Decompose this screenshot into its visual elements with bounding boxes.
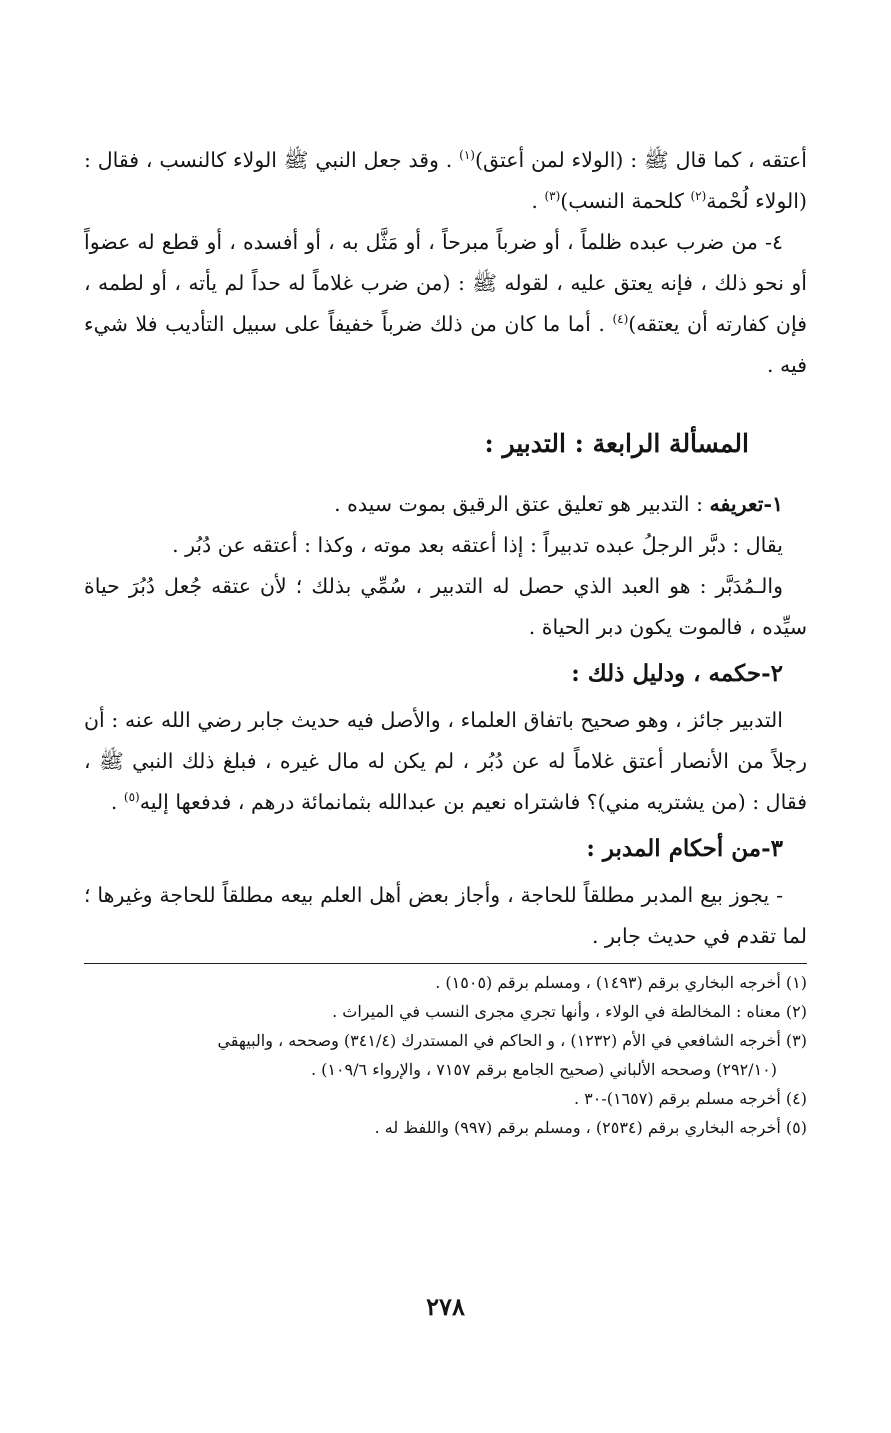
paragraph-ruling — [84, 700, 807, 823]
text-segment: كلحمة النسب) — [560, 189, 691, 213]
footnote-ref-5[interactable]: (٥) — [123, 790, 140, 805]
paragraph-wala — [84, 140, 807, 222]
text-segment: التدبير جائز ، وهو صحيح باتفاق العلماء ، والأصل فيه حديث جابر رضي الله عنه : أن رجلاً من الأنصار أعتق غلاماً له عن دُبُر ، لم يكن له مال غيره ، فبلغ ذلك النبي ﷺ ، فقال : (من يشتريه مني)؟ فاشتراه نعيم بن عبدالله بثمانمائة درهم ، فدفعها إليه — [84, 708, 807, 814]
footnote-3: (٣) أخرجه الشافعي في الأم (١٢٣٢) ، و الحاكم في المستدرك (٣٤١/٤) وصححه ، والبيهقي — [217, 1031, 807, 1050]
text-segment: . — [110, 790, 124, 814]
subheading-rulings: ٣-من أحكام المدبر : — [586, 835, 783, 862]
footnote-5: (٥) أخرجه البخاري برقم (٢٥٣٤) ، ومسلم برقم (٩٩٧) واللفظ له . — [374, 1118, 807, 1137]
footnote-1: (١) أخرجه البخاري برقم (١٤٩٣) ، ومسلم برقم (١٥٠٥) . — [435, 973, 807, 992]
section-heading-tadbir: المسألة الرابعة : التدبير : — [484, 429, 749, 458]
text-segment: . وقد جعل النبي ﷺ الولاء كالنسب ، فقال : (الولاء لُحْمة — [84, 148, 807, 213]
subheading-ruling: ٢-حكمه ، ودليل ذلك : — [571, 660, 783, 687]
footnote-ref-1[interactable]: (١) — [459, 148, 475, 163]
paragraph-definition — [84, 484, 807, 525]
text-segment: : التدبير هو تعليق عتق الرقيق بموت سيده . — [334, 492, 710, 516]
footnote-3-continued: (٢٩٢/١٠) وصححه الألباني (صحيح الجامع برقم ٧١٥٧ ، والإرواء ١٠٩/٦) . — [310, 1060, 777, 1079]
footnote-ref-3[interactable]: (٣) — [544, 189, 561, 204]
definition-label: ١-تعريفه — [709, 492, 783, 516]
text-segment: . أما ما كان من ذلك ضرباً خفيفاً على سبيل التأديب فلا شيء فيه . — [84, 312, 807, 377]
paragraph-sale: - يجوز بيع المدبر مطلقاً للحاجة ، وأجاز بعض أهل العلم بيعه مطلقاً للحاجة وغيرها ؛ لما تقدم في حديث جابر . — [84, 883, 807, 948]
footnotes-section — [84, 963, 807, 1142]
footnote-4: (٤) أخرجه مسلم برقم (١٦٥٧)-٣٠ . — [573, 1089, 807, 1108]
paragraph-item-4 — [84, 222, 807, 386]
page-number: ٢٧٨ — [426, 1292, 465, 1321]
paragraph-yuqal: يقال : دبَّر الرجلُ عبده تدبيراً : إذا أعتقه بعد موته ، وكذا : أعتقه عن دُبُر . — [172, 533, 783, 557]
text-segment: أعتقه ، كما قال ﷺ : (الولاء لمن أعتق) — [474, 148, 807, 172]
paragraph-mudabbar: والـمُدَبَّر : هو العبد الذي حصل له التدبير ، سُمِّي بذلك ؛ لأن عتقه جُعل دُبُرَ حياة سيِّده ، فالموت يكون دبر الحياة . — [84, 574, 807, 639]
text-segment: . — [531, 189, 545, 213]
footnote-ref-4[interactable]: (٤) — [612, 312, 629, 327]
footnote-ref-2[interactable]: (٢) — [690, 189, 707, 204]
footnote-2: (٢) معناه : المخالطة في الولاء ، وأنها تجري مجرى النسب في الميراث . — [332, 1002, 807, 1021]
text-segment: ٤- من ضرب عبده ظلماً ، أو ضرباً مبرحاً ، أو مَثَّل به ، أو أفسده ، أو قطع له عضواً أو نحو ذلك ، فإنه يعتق عليه ، لقوله ﷺ : (من ضرب غلاماً له حداً لم يأته ، أو لطمه ، فإن كفارته أن يعتقه) — [84, 230, 807, 336]
